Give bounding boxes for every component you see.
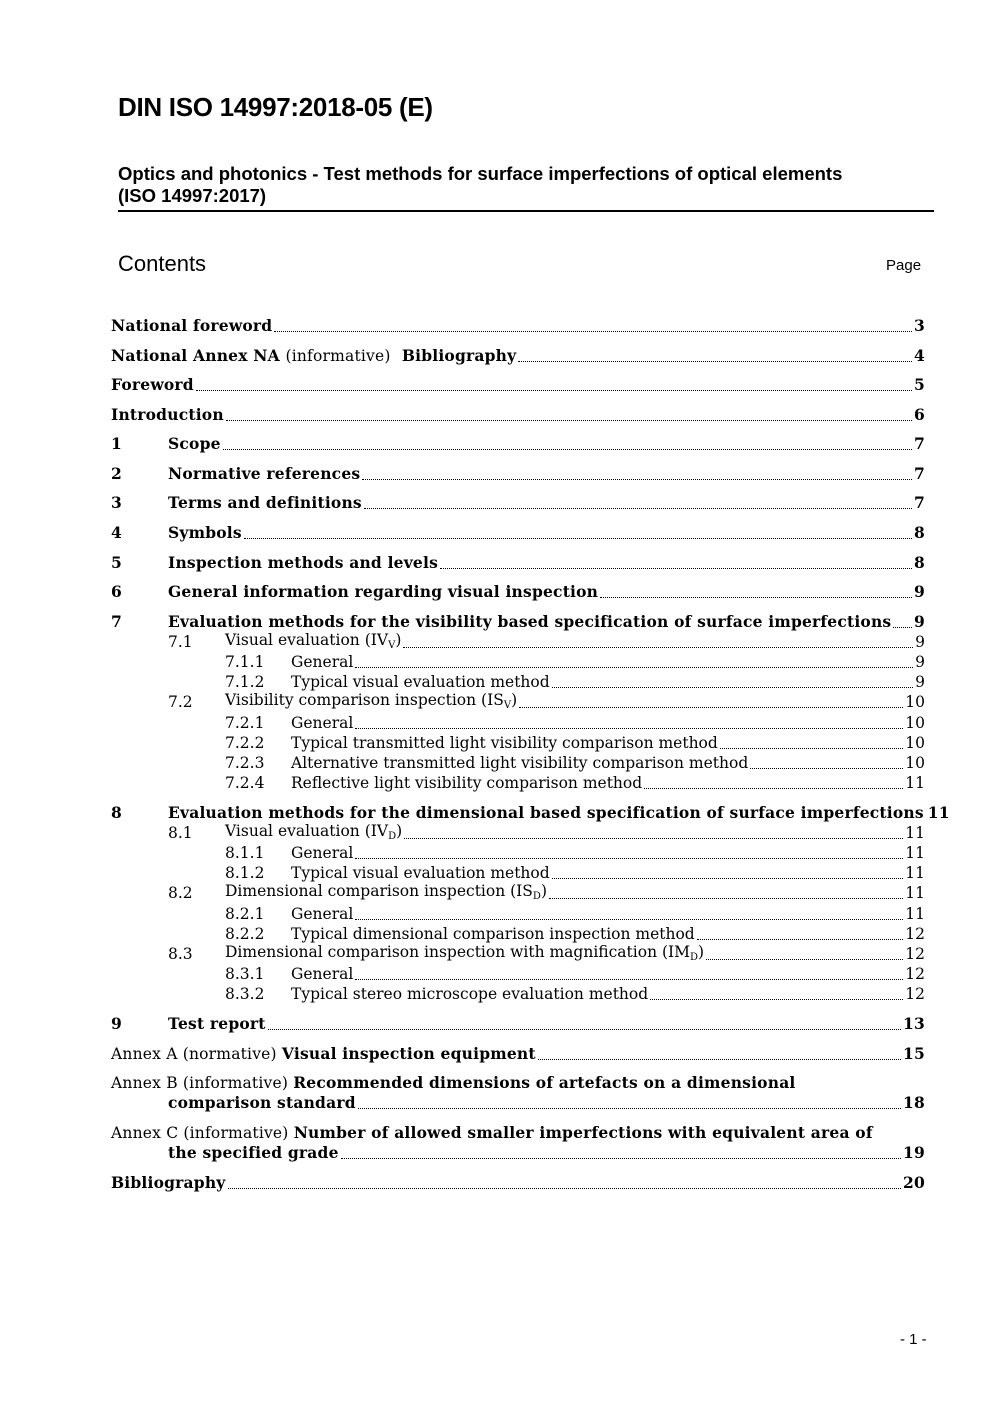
toc-page: 11 (905, 884, 925, 902)
toc-page: 7 (914, 493, 925, 512)
toc-title: Annex B (informative) Recommended dimensions of artefacts on a dimensional (111, 1073, 796, 1092)
toc-number: 9 (111, 1014, 122, 1033)
toc-page: 11 (905, 905, 925, 923)
toc-number: 4 (111, 523, 122, 542)
toc-entry-8-1-1[interactable] (111, 844, 925, 864)
toc-entry-7-2-1[interactable] (111, 714, 925, 734)
dot-leader (519, 707, 903, 708)
toc-entry-7-1-2[interactable] (111, 673, 925, 693)
toc-entry-7-2[interactable] (111, 693, 925, 713)
toc-entry-bibliography[interactable] (111, 1174, 925, 1194)
toc-entry-section-7[interactable] (111, 613, 925, 633)
toc-title: Reflective light visibility comparison method (291, 774, 643, 792)
toc-number: 8.2.1 (225, 905, 265, 923)
title-divider (118, 210, 934, 212)
dot-leader (355, 667, 913, 668)
toc-entry-7-1-1[interactable] (111, 653, 925, 673)
toc-page: 10 (905, 734, 925, 752)
toc-number: 7.1 (168, 633, 193, 651)
toc-number: 7.1.1 (225, 653, 265, 671)
toc-page: 12 (905, 965, 925, 983)
toc-number: 7.1.2 (225, 673, 265, 691)
toc-title: Visual evaluation $(IV_D)$ (225, 822, 403, 842)
toc-entry-8-3-1[interactable] (111, 965, 925, 985)
toc-entry-8-1[interactable] (111, 824, 925, 844)
toc-entry-section-4[interactable] (111, 524, 925, 544)
toc-page: 20 (903, 1173, 925, 1192)
toc-page: 11 (905, 824, 925, 842)
dot-leader (403, 647, 913, 648)
toc-entry-national-annex[interactable] (111, 347, 925, 367)
dot-leader (518, 361, 912, 362)
toc-entry-annex-a[interactable] (111, 1045, 925, 1065)
toc-title-continued: comparison standard (168, 1093, 356, 1112)
toc-page: 18 (903, 1093, 925, 1112)
toc-page: 13 (903, 1014, 925, 1033)
toc-page: 8 (914, 523, 925, 542)
toc-page: 4 (914, 346, 925, 365)
dot-leader (355, 979, 903, 980)
dot-leader (552, 687, 913, 688)
toc-title-continued: the specified grade (168, 1143, 339, 1162)
toc-title: General information regarding visual inspection (168, 582, 599, 601)
toc-page: 10 (905, 714, 925, 732)
toc-title: Visual evaluation $(IV_V)$ (225, 631, 402, 651)
toc-page: 9 (914, 582, 925, 601)
toc-page: 9 (915, 633, 925, 651)
toc-title: Typical visual evaluation method (291, 673, 550, 691)
toc-page: 8 (914, 553, 925, 572)
toc-page: 7 (914, 434, 925, 453)
toc-title: Dimensional comparison inspection with magnification $(IM_D)$ (225, 943, 705, 963)
dot-leader (720, 748, 903, 749)
toc-number: 7.2.2 (225, 734, 265, 752)
dot-leader (552, 878, 904, 879)
toc-number: 8.3.1 (225, 965, 265, 983)
toc-title: Evaluation methods for the visibility based specification of surface imperfections (168, 612, 892, 631)
toc-title: Typical stereo microscope evaluation method (291, 985, 649, 1003)
toc-title: Introduction (111, 405, 224, 424)
toc-number: 8.3 (168, 945, 193, 963)
toc-title: Typical transmitted light visibility comparison method (291, 734, 718, 752)
toc-title: General (291, 714, 354, 732)
toc-title: General (291, 844, 354, 862)
toc-title: General (291, 653, 354, 671)
toc-entry-8-2-2[interactable] (111, 925, 925, 945)
toc-entry-7-1[interactable] (111, 633, 925, 653)
dot-leader (362, 479, 912, 480)
toc-entry-8-1-2[interactable] (111, 864, 925, 884)
page-number: - 1 - (900, 1331, 927, 1348)
toc-entry-8-2[interactable] (111, 884, 925, 904)
dot-leader (196, 390, 912, 391)
page-column-label: Page (886, 257, 922, 274)
dot-leader (364, 508, 912, 509)
toc-title: Test report (168, 1014, 266, 1033)
toc-title: Typical dimensional comparison inspection method (291, 925, 695, 943)
toc-number: 1 (111, 434, 122, 453)
toc-page: 7 (914, 464, 925, 483)
toc-title: Normative references (168, 464, 361, 483)
toc-title: General (291, 905, 354, 923)
toc-entry-8-3-2[interactable] (111, 985, 925, 1005)
dot-leader (274, 331, 912, 332)
document-title: DIN ISO 14997:2018-05 (E) (118, 92, 433, 122)
toc-title: Foreword (111, 375, 194, 394)
dot-leader (706, 959, 903, 960)
toc-title: Bibliography (111, 1173, 226, 1192)
dot-leader (697, 939, 904, 940)
toc-number: 7.2.1 (225, 714, 265, 732)
toc-number: 8.2.2 (225, 925, 265, 943)
toc-page: 15 (903, 1044, 925, 1063)
dot-leader (226, 420, 912, 421)
dot-leader (355, 919, 903, 920)
toc-page: 5 (914, 375, 925, 394)
dot-leader (404, 838, 903, 839)
toc-title: General (291, 965, 354, 983)
toc-entry-section-6[interactable] (111, 583, 925, 603)
dot-leader (355, 728, 903, 729)
dot-leader (228, 1188, 902, 1189)
subtitle-line-2: (ISO 14997:2017) (118, 185, 267, 206)
toc-title: Visibility comparison inspection $(IS_V)$ (225, 691, 518, 711)
toc-title: Inspection methods and levels (168, 553, 439, 572)
toc-title: Annex C (informative) Number of allowed smaller imperfections with equivalent area of (111, 1123, 873, 1142)
dot-leader (358, 1108, 901, 1109)
dot-leader (538, 1059, 901, 1060)
dot-leader (600, 597, 912, 598)
dot-leader (268, 1029, 901, 1030)
toc-title: Symbols (168, 523, 242, 542)
toc-page: 12 (905, 925, 925, 943)
toc-entry-section-3[interactable] (111, 494, 925, 514)
toc-entry-7-2-2[interactable] (111, 734, 925, 754)
toc-number: 8 (111, 803, 122, 822)
toc-page: 11 (927, 803, 950, 822)
toc-entry-section-8[interactable] (111, 803, 950, 824)
toc-number: 6 (111, 582, 122, 601)
toc-number: 8.1 (168, 824, 193, 842)
dot-leader (750, 768, 903, 769)
toc-page: 19 (903, 1143, 925, 1162)
toc-page: 12 (905, 985, 925, 1003)
toc-number: 5 (111, 553, 122, 572)
dot-leader (893, 627, 912, 628)
toc-page: 9 (914, 612, 925, 631)
toc-title: Dimensional comparison inspection $(IS_D)$ (225, 882, 548, 902)
toc-entry-section-5[interactable] (111, 554, 925, 574)
dot-leader (244, 538, 912, 539)
dot-leader (644, 788, 903, 789)
toc-page: 9 (915, 653, 925, 671)
subtitle-line-1: Optics and photonics - Test methods for surface imperfections of optical elements (118, 163, 843, 184)
document-subtitle (118, 163, 938, 207)
toc-number: 7.2.3 (225, 754, 265, 772)
toc-number: 8.2 (168, 884, 193, 902)
toc-title: Terms and definitions (168, 493, 362, 512)
dot-leader (650, 999, 903, 1000)
dot-leader (341, 1158, 901, 1159)
toc-number: 7 (111, 612, 122, 631)
dot-leader (440, 568, 912, 569)
toc-entry-8-2-1[interactable] (111, 905, 925, 925)
toc-title: National Annex NA (informative) Bibliography (111, 346, 517, 365)
toc-number: 2 (111, 464, 122, 483)
toc-entry-annex-b-line2[interactable] (111, 1094, 925, 1114)
toc-entry-foreword[interactable] (111, 376, 925, 396)
toc-number: 8.1.2 (225, 864, 265, 882)
toc-number: 7.2 (168, 693, 193, 711)
toc-entry-introduction[interactable] (111, 406, 925, 426)
toc-page: 3 (914, 316, 925, 335)
toc-entry-national-foreword[interactable] (111, 317, 925, 337)
toc-title: Evaluation methods for the dimensional based specification of surface imperfections (168, 803, 924, 822)
toc-title: Typical visual evaluation method (291, 864, 550, 882)
toc-page: 9 (915, 673, 925, 691)
toc-title: Alternative transmitted light visibility comparison method (291, 754, 749, 772)
toc-number: 3 (111, 493, 122, 512)
toc-entry-annex-c-line2[interactable] (111, 1144, 925, 1164)
toc-number: 8.3.2 (225, 985, 265, 1003)
toc-entry-section-9[interactable] (111, 1015, 925, 1035)
toc-page: 11 (905, 844, 925, 862)
toc-title: Annex A (normative) Visual inspection equipment (111, 1044, 536, 1063)
dot-leader (223, 449, 912, 450)
toc-entry-section-2[interactable] (111, 465, 925, 485)
toc-page: 11 (905, 774, 925, 792)
toc-entry-annex-b-line1[interactable] (111, 1074, 925, 1094)
toc-page: 10 (905, 693, 925, 711)
toc-page: 6 (914, 405, 925, 424)
dot-leader (549, 898, 903, 899)
toc-title: National foreword (111, 316, 273, 335)
toc-number: 8.1.1 (225, 844, 265, 862)
dot-leader (355, 858, 903, 859)
toc-entry-annex-c-line1[interactable] (111, 1124, 925, 1144)
toc-entry-section-1[interactable] (111, 435, 925, 455)
contents-heading: Contents (118, 251, 207, 276)
toc-entry-8-3[interactable] (111, 945, 925, 965)
toc-title: Scope (168, 434, 221, 453)
toc-entry-7-2-4[interactable] (111, 774, 925, 794)
toc-entry-7-2-3[interactable] (111, 754, 925, 774)
toc-page: 10 (905, 754, 925, 772)
toc-page: 12 (905, 945, 925, 963)
toc-page: 11 (905, 864, 925, 882)
toc-number: 7.2.4 (225, 774, 265, 792)
